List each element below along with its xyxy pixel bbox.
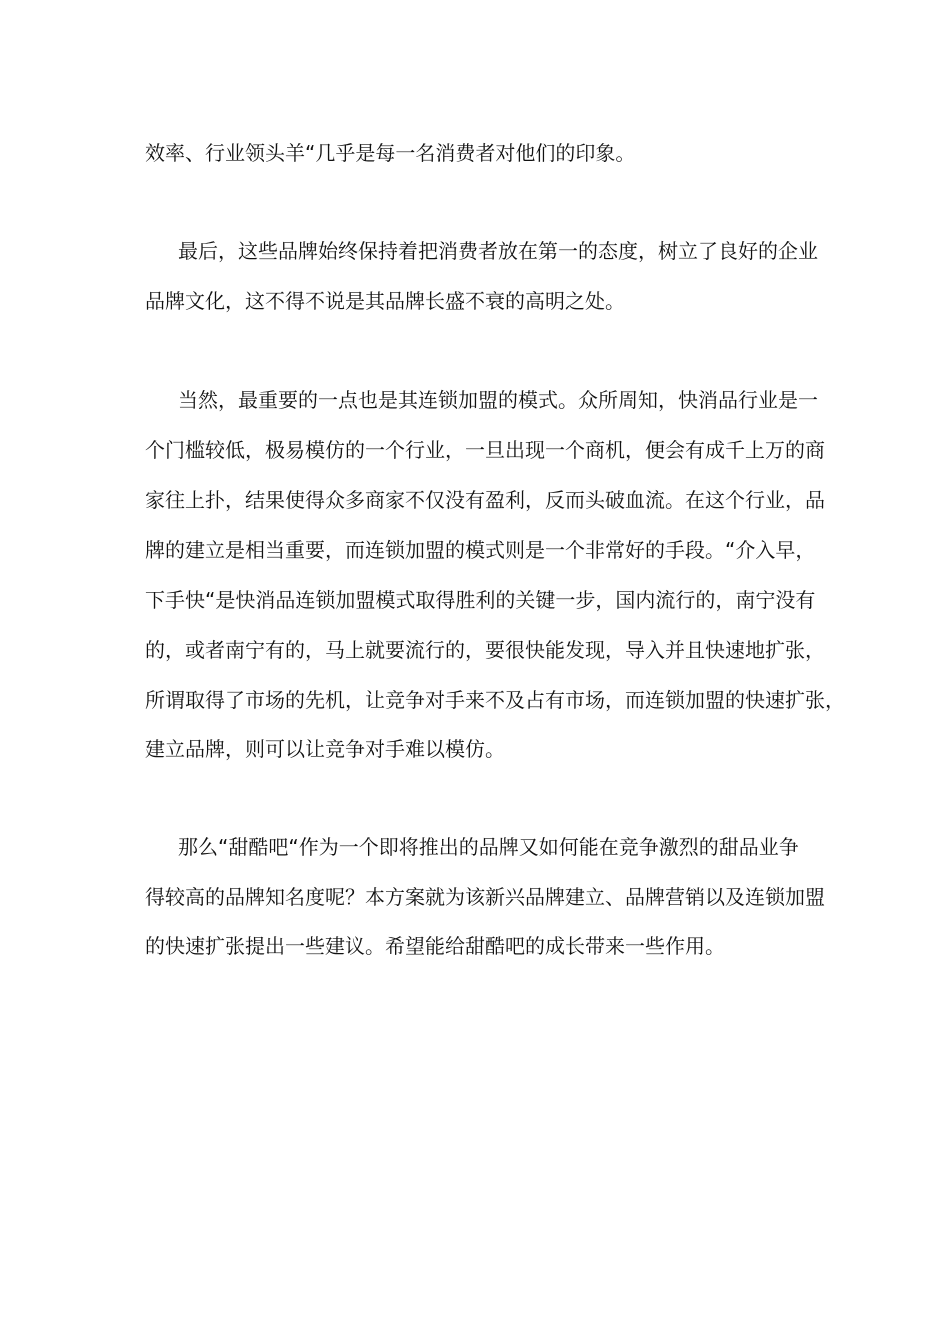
paragraph-4-line-2: 得较高的品牌知名度呢？本方案就为该新兴品牌建立、品牌营销以及连锁加盟 [145, 885, 825, 909]
paragraph-4-line-1: 那么“甜酷吧“作为一个即将推出的品牌又如何能在竞争激烈的甜品业争 [178, 835, 799, 859]
paragraph-3-line-3: 家往上扑，结果使得众多商家不仅没有盈利，反而头破血流。在这个行业，品 [145, 488, 825, 512]
paragraph-3-line-2: 个门槛较低，极易模仿的一个行业，一旦出现一个商机，便会有成千上万的商 [145, 438, 825, 462]
paragraph-3-line-6: 的，或者南宁有的，马上就要流行的，要很快能发现，导入并且快速地扩张， [145, 638, 825, 662]
paragraph-2-line-1: 最后，这些品牌始终保持着把消费者放在第一的态度，树立了良好的企业 [178, 239, 818, 263]
paragraph-1-line-1: 效率、行业领头羊“几乎是每一名消费者对他们的印象。 [145, 141, 636, 165]
paragraph-2-line-2: 品牌文化，这不得不说是其品牌长盛不衰的高明之处。 [145, 289, 625, 313]
paragraph-3-line-4: 牌的建立是相当重要，而连锁加盟的模式则是一个非常好的手段。“介入早， [145, 538, 816, 562]
paragraph-3-line-7: 所谓取得了市场的先机，让竞争对手来不及占有市场，而连锁加盟的快速扩张， [145, 688, 845, 712]
paragraph-3-line-1: 当然，最重要的一点也是其连锁加盟的模式。众所周知，快消品行业是一 [178, 388, 818, 412]
paragraph-3-line-5: 下手快“是快消品连锁加盟模式取得胜利的关键一步，国内流行的，南宁没有 [145, 588, 816, 612]
paragraph-4-line-3: 的快速扩张提出一些建议。希望能给甜酷吧的成长带来一些作用。 [145, 934, 725, 958]
paragraph-3-line-8: 建立品牌，则可以让竞争对手难以模仿。 [145, 737, 505, 761]
